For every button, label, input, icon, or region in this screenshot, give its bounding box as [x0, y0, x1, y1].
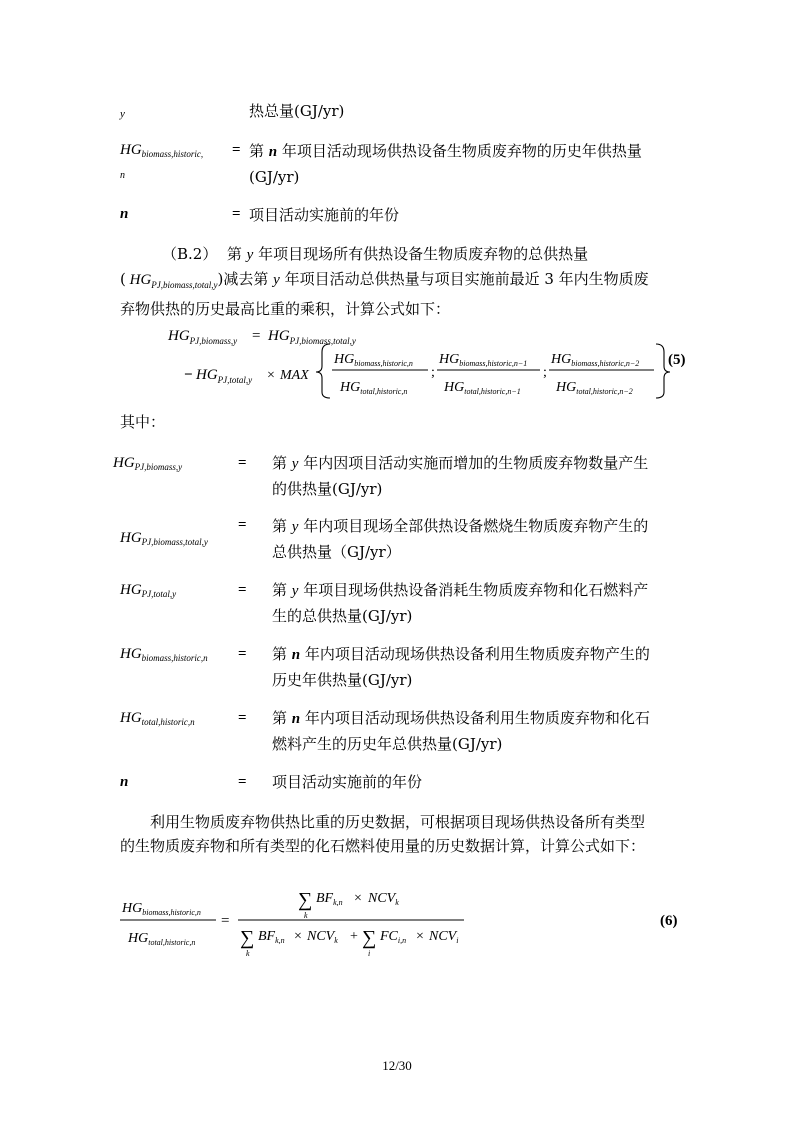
svg-text:+: + — [350, 929, 358, 944]
paragraph-historic-data: 利用生物质废弃物供热比重的历史数据，可根据项目现场供热设备所有类型 的生物质废弃物和所有类型的化石燃料使用量的历史数据计算，计算公式如下： — [120, 813, 646, 855]
page-number: 12/30 — [382, 1058, 412, 1073]
equals-sign: = — [238, 455, 247, 471]
svg-text:∑: ∑ — [240, 927, 255, 949]
svg-text:HGbiomass,historic,n: $HG_{biomass,historic,n}$ — [334, 352, 413, 368]
where-label: 其中： — [120, 413, 166, 431]
svg-text:=: = — [252, 328, 261, 344]
svg-text:×: × — [416, 929, 424, 944]
definition-text: 第 y 年内项目现场全部供热设备燃烧生物质废弃物产生的 总供热量（GJ/yr） — [272, 517, 649, 561]
symbol-hg-pj-total-y: $HG_{PJ,total,y}$ — [120, 582, 177, 599]
svg-text:;: ; — [431, 365, 435, 380]
svg-text:∑: ∑ — [298, 889, 313, 911]
svg-text:HGbiomass,historic,n: $HG_{biomass,historic,n}$ — [122, 901, 201, 917]
svg-text:k: k — [304, 911, 308, 920]
paragraph-b2: （B.2） 第 y 年项目现场所有供热设备生物质废弃物的总供热量 ( $HG_{PJ,biomass,total,y}$)减去第 y 年项目活动总供热量与项目实施前最近 3 年内生物质废 弃物供热的历史最高比重的乘积，计算公式如下： — [120, 245, 649, 318]
definition-text: 第 n 年内项目活动现场供热设备利用生物质废弃物和化石 燃料产生的历史年总供热量(GJ/yr) — [272, 709, 650, 753]
svg-text:∑: ∑ — [362, 927, 377, 949]
svg-text:×: × — [267, 368, 275, 383]
svg-text:HGbiomass,historic,n−1: $HG_{biomass,historic,n-1}$ — [439, 352, 528, 368]
formula-number-5: (5) — [668, 352, 686, 368]
svg-text:MAX: MAX — [280, 368, 309, 383]
svg-text:FCi,n: $FC_{i,n}$ — [380, 929, 407, 945]
svg-text:−: − — [184, 367, 193, 383]
svg-text:i: i — [368, 949, 371, 958]
svg-text:HGtotal,historic,n−1: $HG_{total,historic,n-1}$ — [444, 380, 521, 396]
svg-text:×: × — [354, 891, 362, 906]
formula-number-6: (6) — [660, 913, 678, 929]
symbol-subscript-y: y — [120, 108, 125, 120]
symbol-hg-pj-biomass-y: $HG_{PJ,biomass,y}$ — [113, 455, 183, 472]
equals-sign: = — [232, 142, 241, 158]
svg-text:NCVk: $NCV_k$ — [368, 891, 399, 907]
equals-sign: = — [238, 582, 247, 598]
symbol-hg-biomass-historic-n: $HG_{biomass,historic,}$ — [120, 142, 204, 159]
svg-text:HGtotal,historic,n: $HG_{total,historic,n}$ — [340, 380, 408, 396]
definition-text: 第 n 年内项目活动现场供热设备利用生物质废弃物产生的 历史年供热量(GJ/yr) — [272, 645, 650, 689]
svg-text:BFk,n: $BF_{k,n}$ — [316, 891, 343, 907]
svg-text:HGPJ,biomass,y: $HG_{PJ,biomass,y}$ — [168, 328, 238, 346]
definition-text: 项目活动实施前的年份 — [272, 773, 423, 791]
equals-sign: = — [238, 646, 247, 662]
symbol-subscript-n: n — [120, 170, 125, 181]
definition-text: 热总量(GJ/yr) — [249, 102, 345, 120]
svg-text:BFk,n: $BF_{k,n}$ — [258, 929, 285, 945]
svg-text:HGtotal,historic,n: $HG_{total,historic,n}$ — [128, 931, 196, 947]
svg-text:NCVi: $NCV_i$ — [429, 929, 459, 945]
equals-sign: = — [238, 774, 247, 790]
svg-text:k: k — [246, 949, 250, 958]
equals-sign: = — [232, 206, 241, 222]
equals-sign: = — [238, 710, 247, 726]
symbol-n: n — [120, 206, 129, 222]
formula-6 — [118, 880, 688, 960]
definition-text: 第 n 年项目活动现场供热设备生物质废弃物的历史年供热量 (GJ/yr) — [249, 142, 642, 186]
symbol-hg-pj-biomass-total-y: $HG_{PJ,biomass,total,y}$ — [120, 530, 208, 547]
equals-sign: = — [238, 517, 247, 533]
symbol-hg-total-historic-n: $HG_{total,historic,n}$ — [120, 710, 195, 727]
definition-text: 第 y 年内因项目活动实施而增加的生物质废弃物数量产生 的供热量(GJ/yr) — [272, 454, 649, 498]
svg-text:×: × — [294, 929, 302, 944]
svg-text:=: = — [221, 913, 230, 929]
definition-text: 项目活动实施前的年份 — [249, 206, 400, 224]
svg-text:NCVk: $NCV_k$ — [307, 929, 338, 945]
symbol-hg-biomass-historic-n: $HG_{biomass,historic,n}$ — [120, 646, 208, 663]
svg-text:HGtotal,historic,n−2: $HG_{total,historic,n-2}$ — [556, 380, 633, 396]
svg-text:HGbiomass,historic,n−2: $HG_{biomass,historic,n-2}$ — [551, 352, 640, 368]
formula-5 — [160, 318, 700, 402]
symbol-n: n — [120, 774, 129, 790]
definition-text: 第 y 年项目现场供热设备消耗生物质废弃物和化石燃料产 生的总供热量(GJ/yr) — [272, 581, 649, 625]
svg-text:HGPJ,total,y: $HG_{PJ,total,y}$ — [196, 367, 253, 385]
svg-text:;: ; — [543, 365, 547, 380]
svg-text:HGPJ,biomass,total,y: $HG_{PJ,biomass,total,y}$ — [268, 328, 356, 346]
